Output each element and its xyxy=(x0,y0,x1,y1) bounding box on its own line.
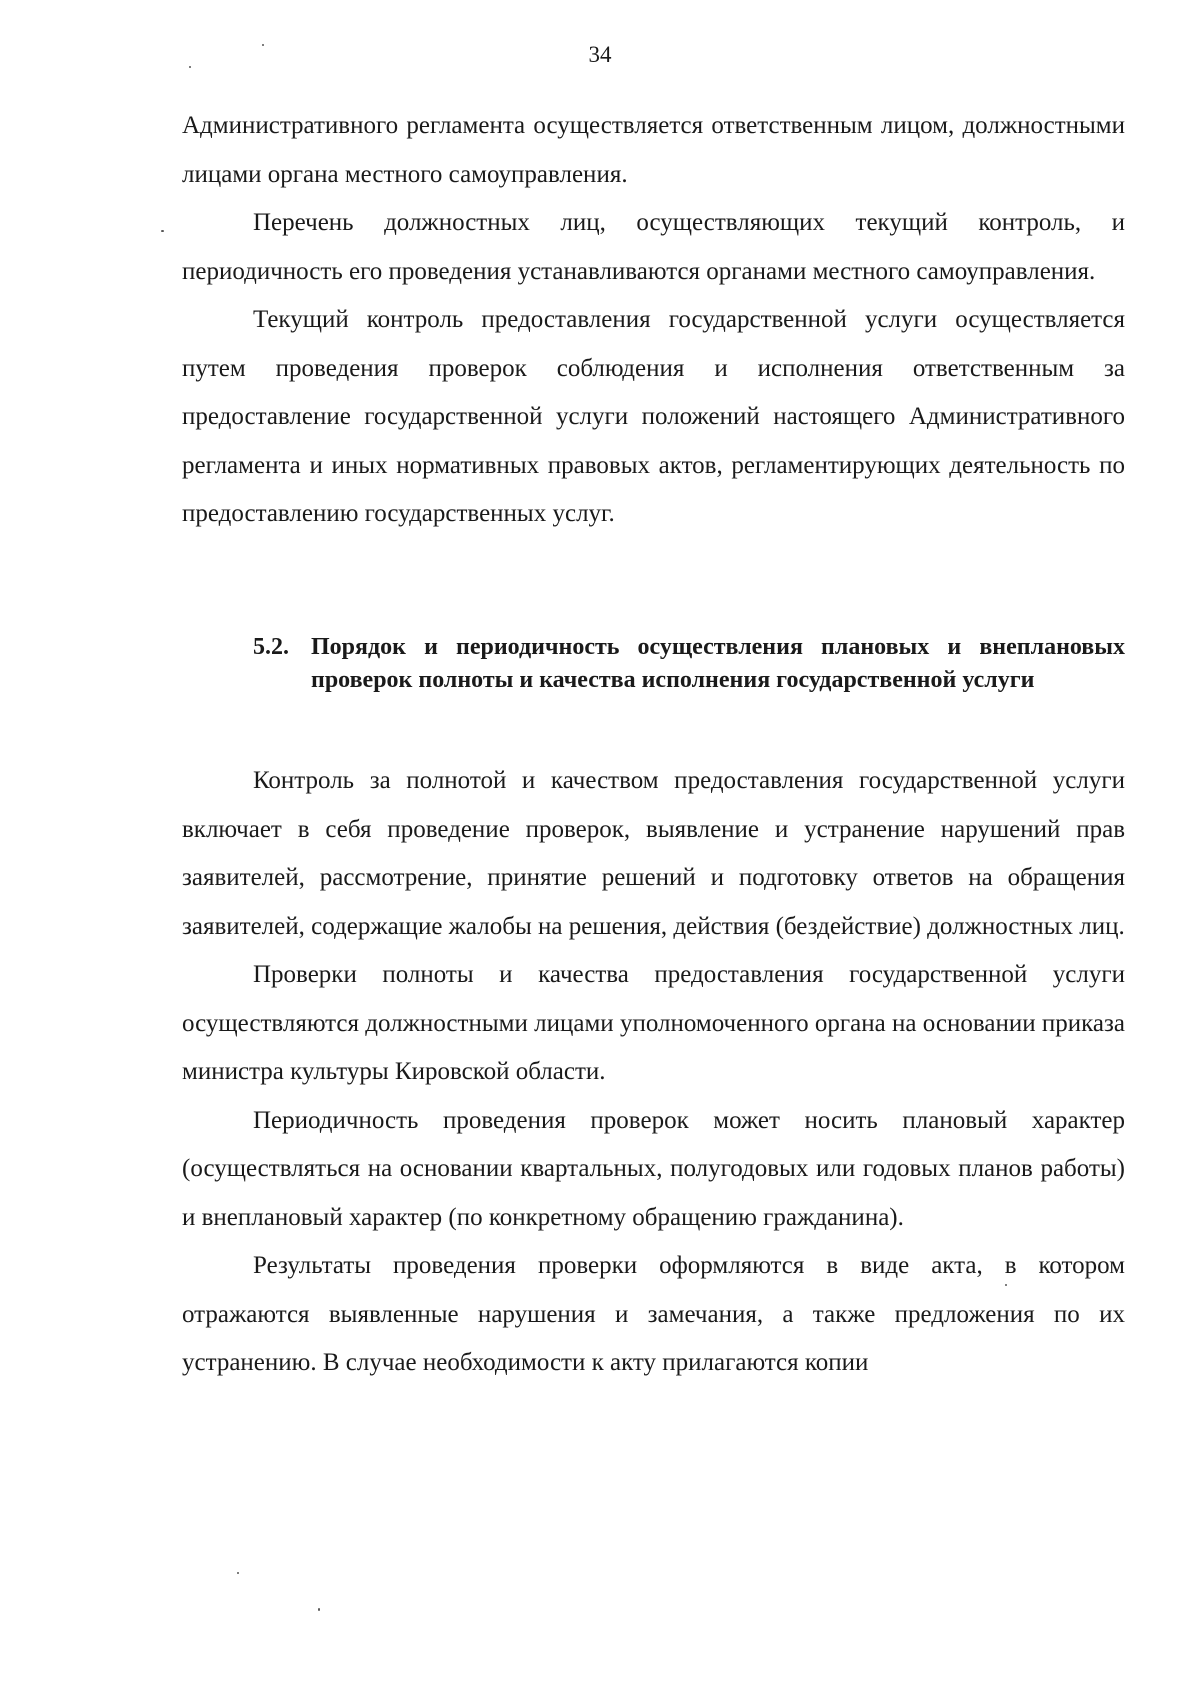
paragraph: Проверки полноты и качества предоставления государственной услуги осуществляются должностными лицами уполномоченного органа на основании приказа министра культуры Кировской области. xyxy=(182,961,1125,1085)
scan-speck xyxy=(161,230,164,232)
paragraph: Результаты проведения проверки оформляются в виде акта, в котором отражаются выявленные нарушения и замечания, а также предложения по их устранению. В случае необходимости к акту прилагаются копии xyxy=(182,1252,1125,1376)
scan-speck xyxy=(262,44,264,46)
paragraph: Периодичность проведения проверок может носить плановый характер (осуществляться на основании квартальных, полугодовых или годовых планов работы) и внеплановый характер (по конкретному обращению гражданина). xyxy=(182,1106,1125,1231)
body-text-bottom xyxy=(182,757,1125,1388)
body-text-top xyxy=(182,102,1125,539)
scan-speck xyxy=(1005,1284,1007,1286)
paragraph: Контроль за полнотой и качеством предоставления государственной услуги включает в себя проведение проверок, выявление и устранение нарушений прав заявителей, рассмотрение, принятие решений и подготовку ответов на обращения заявителей, содержащие жалобы на решения, действия (бездействие) должностных лиц. xyxy=(182,767,1125,940)
paragraph: Текущий контроль предоставления государственной услуги осуществляется путем проведения проверок соблюдения и исполнения ответственным за предоставление государственной услуги положений настоящего Административного регламента и иных нормативных правовых актов, регламентирующих деятельность по предоставлению государственных услуг. xyxy=(182,306,1125,527)
scan-speck xyxy=(318,1608,320,1611)
section-heading xyxy=(253,631,1125,697)
section-title: Порядок и периодичность осуществления плановых и внеплановых проверок полноты и качества исполнения государственной услуги xyxy=(311,634,1125,693)
section-number: 5.2. xyxy=(253,634,289,660)
scan-speck xyxy=(189,66,191,68)
paragraph: Перечень должностных лиц, осуществляющих текущий контроль, и периодичность его проведения устанавливаются органами местного самоуправления. xyxy=(182,209,1125,285)
page-number: 34 xyxy=(588,42,612,67)
paragraph-continuation: Административного регламента осуществляется ответственным лицом, должностными лицами органа местного самоуправления. xyxy=(182,112,1125,188)
scan-speck xyxy=(237,1572,239,1574)
